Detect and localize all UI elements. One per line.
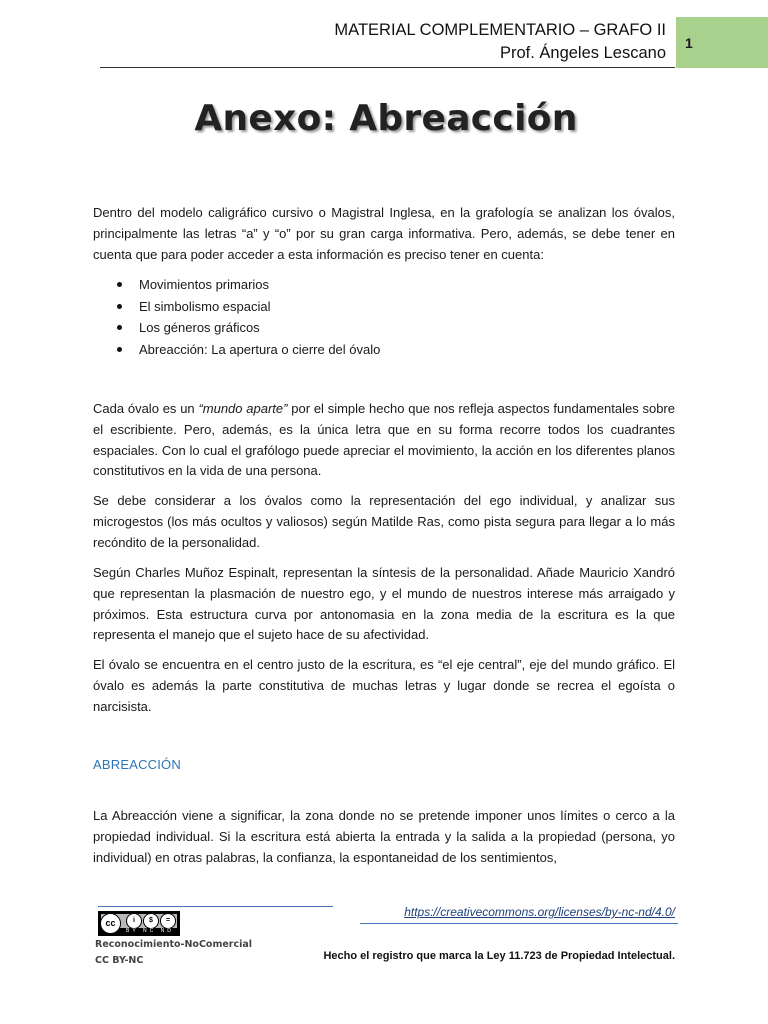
- paragraph-ego: [93, 491, 675, 553]
- list-item-label: El simbolismo espacial: [139, 298, 271, 314]
- list-item: [117, 274, 380, 296]
- topics-list: [117, 274, 380, 360]
- emphasis-text: “mundo aparte”: [198, 401, 288, 416]
- license-name: Reconocimiento-NoComercial: [95, 939, 253, 950]
- paragraph-text: Según Charles Muñoz Espinalt, representan la síntesis de la personalidad. Añade Mauricio Xandró que representan la plasmación de nuestro ego, y el mundo de nuestros interese más arraigado y próximos. Esta estructura curva por antonomasia en la zona media de la escritura es la que representa el manejo que el sujeto hace de su afectividad.: [93, 565, 675, 643]
- license-link-divider: [360, 923, 678, 924]
- list-item: [117, 339, 380, 361]
- noderivatives-icon: =: [160, 913, 176, 929]
- footer-divider: [98, 906, 333, 907]
- paragraph-eje-central: [93, 655, 675, 717]
- header-author: Prof. Ángeles Lescano: [499, 44, 666, 62]
- paragraph-text: Se debe considerar a los óvalos como la representación del ego individual, y analizar sus microgestos (los más ocultos y valiosos) según Matilde Ras, como pista segura para llegar a lo más recóndito de la personalidad.: [93, 493, 675, 550]
- list-item-label: Los géneros gráficos: [139, 320, 260, 335]
- bullet-icon: [117, 304, 122, 309]
- paragraph-text: [93, 399, 675, 482]
- page-number: 1: [685, 35, 693, 51]
- page-title: Anexo: Abreacción: [194, 98, 578, 139]
- header-divider: [100, 67, 675, 68]
- paragraph-text: La Abreacción viene a significar, la zona donde no se pretende imponer unos límites o cerco a la propiedad individual. Si la escritura está abierta la entrada y la salida a la propiedad (persona, yo individual) en otras palabras, la confianza, la espontaneidad de los sentimientos,: [93, 808, 675, 865]
- bullet-icon: [117, 347, 122, 352]
- page-number-box: [676, 17, 768, 68]
- bullet-icon: [117, 325, 122, 330]
- list-item-label: Abreacción: La apertura o cierre del óvalo: [139, 341, 381, 357]
- cc-logo-icon: cc: [100, 913, 121, 934]
- license-code: CC BY-NC: [95, 955, 144, 966]
- paragraph-mundo-aparte: [93, 399, 675, 482]
- paragraph-text-start: Cada óvalo es un: [93, 401, 199, 416]
- list-item: [117, 317, 380, 339]
- list-item-label: Movimientos primarios: [139, 277, 270, 292]
- license-link[interactable]: https://creativecommons.org/licenses/by-nc-nd/4.0/: [404, 905, 675, 919]
- paragraph-abreaccion: [93, 806, 675, 868]
- badge-small-text: BY NC ND: [126, 928, 174, 934]
- paragraph-text-end: por el simple hecho que nos refleja aspectos fundamentales sobre el escribiente. Pero, además, es la única letra que en su forma recorre todos los cuadrantes espaciales. Con lo cual el grafólogo puede apreciar el movimiento, la acción en los diferentes planos constitutivos en la vida de una persona.: [93, 401, 675, 479]
- attribution-icon: i: [126, 913, 142, 929]
- section-heading-abreaccion: ABREACCIÓN: [93, 757, 181, 772]
- list-item: [117, 296, 380, 318]
- intro-text: Dentro del modelo caligráfico cursivo o Magistral Inglesa, en la grafología se analizan los óvalos, principalmente las letras “a” y “o” por su gran carga informativa. Pero, además, se debe tener en cuenta que para poder acceder a esta información es preciso tener en cuenta:: [93, 205, 675, 262]
- header-course-title: MATERIAL COMPLEMENTARIO – GRAFO II: [334, 21, 666, 39]
- bullet-icon: [117, 282, 122, 287]
- paragraph-text: El óvalo se encuentra en el centro justo de la escritura, es “el eje central”, eje del mundo gráfico. El óvalo es además la parte constitutiva de muchas letras y lugar donde se recrea el egoísta o narcisista.: [93, 657, 675, 714]
- paragraph-sintesis: [93, 563, 675, 646]
- creative-commons-badge-icon: [98, 911, 180, 936]
- intro-paragraph: [93, 203, 675, 265]
- noncommercial-icon: $: [143, 913, 159, 929]
- copyright-note: Hecho el registro que marca la Ley 11.723 de Propiedad Intelectual.: [323, 950, 675, 962]
